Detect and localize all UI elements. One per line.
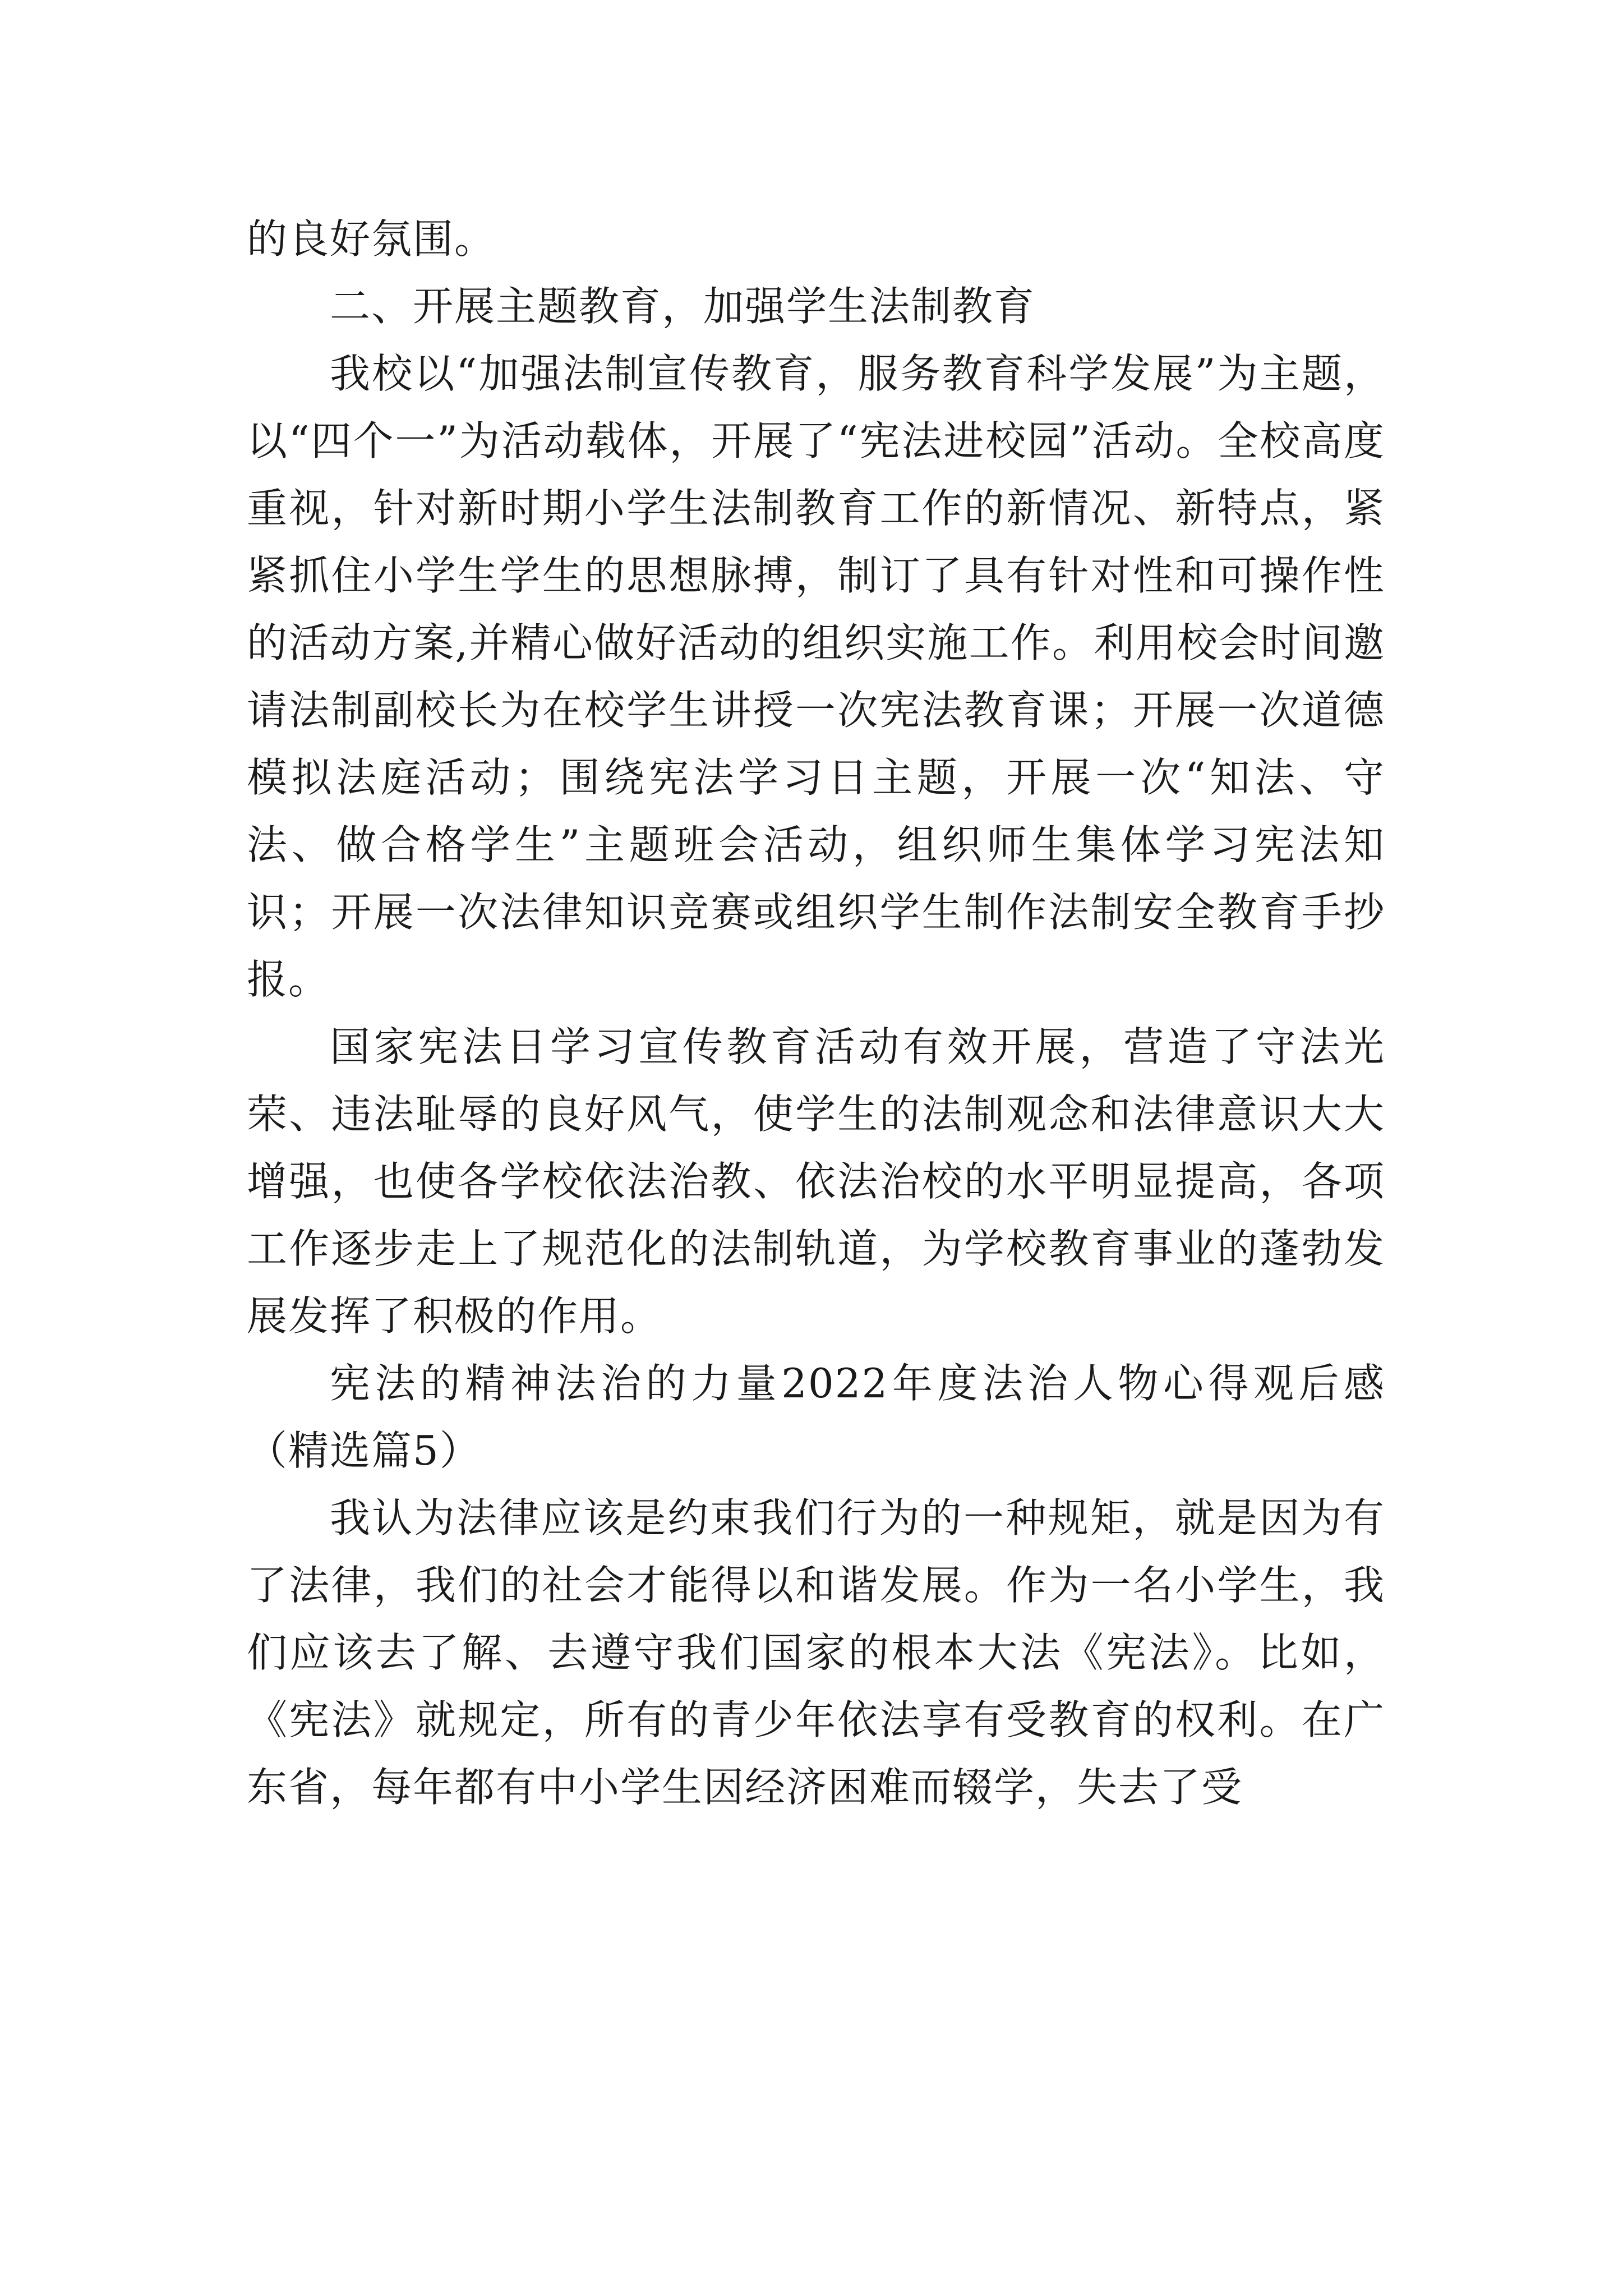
document-body bbox=[247, 205, 1385, 1821]
paragraph-continuation: 的良好氛围。 bbox=[247, 215, 496, 263]
section-heading: 二、开展主题教育，加强学生法制教育 bbox=[330, 283, 1036, 330]
paragraph-activity-effect: 国家宪法日学习宣传教育活动有效开展，营造了守法光荣、违法耻辱的良好风气，使学生的法制观念和法律意识大大增强，也使各学校依法治教、依法治校的水平明显提高，各项工作逐步走上了规范化的法制轨道，为学校教育事业的蓬勃发展发挥了积极的作用。 bbox=[247, 1023, 1385, 1340]
paragraph-theme-education: 我校以“加强法制宣传教育，服务教育科学发展”为主题，以“四个一”为活动载体，开展了“宪法进校园”活动。全校高度重视，针对新时期小学生法制教育工作的新情况、新特点，紧紧抓住小学生学生的思想脉搏，制订了具有针对性和可操作性的活动方案,并精心做好活动的组织实施工作。利用校会时间邀请法制副校长为在校学生讲授一次宪法教育课；开展一次道德模拟法庭活动；围绕宪法学习日主题，开展一次“知法、守法、做合格学生”主题班会活动，组织师生集体学习宪法知识；开展一次法律知识竞赛或组织学生制作法制安全教育手抄报。 bbox=[247, 350, 1385, 1003]
article-title: 宪法的精神法治的力量2022年度法治人物心得观后感（精选篇5） bbox=[247, 1360, 1385, 1474]
paragraph-law-reflection: 我认为法律应该是约束我们行为的一种规矩，就是因为有了法律，我们的社会才能得以和谐发展。作为一名小学生，我们应该去了解、去遵守我们国家的根本大法《宪法》。比如，《宪法》就规定，所有的青少年依法享有受教育的权利。在广东省，每年都有中小学生因经济困难而辍学，失去了受 bbox=[247, 1494, 1385, 1811]
